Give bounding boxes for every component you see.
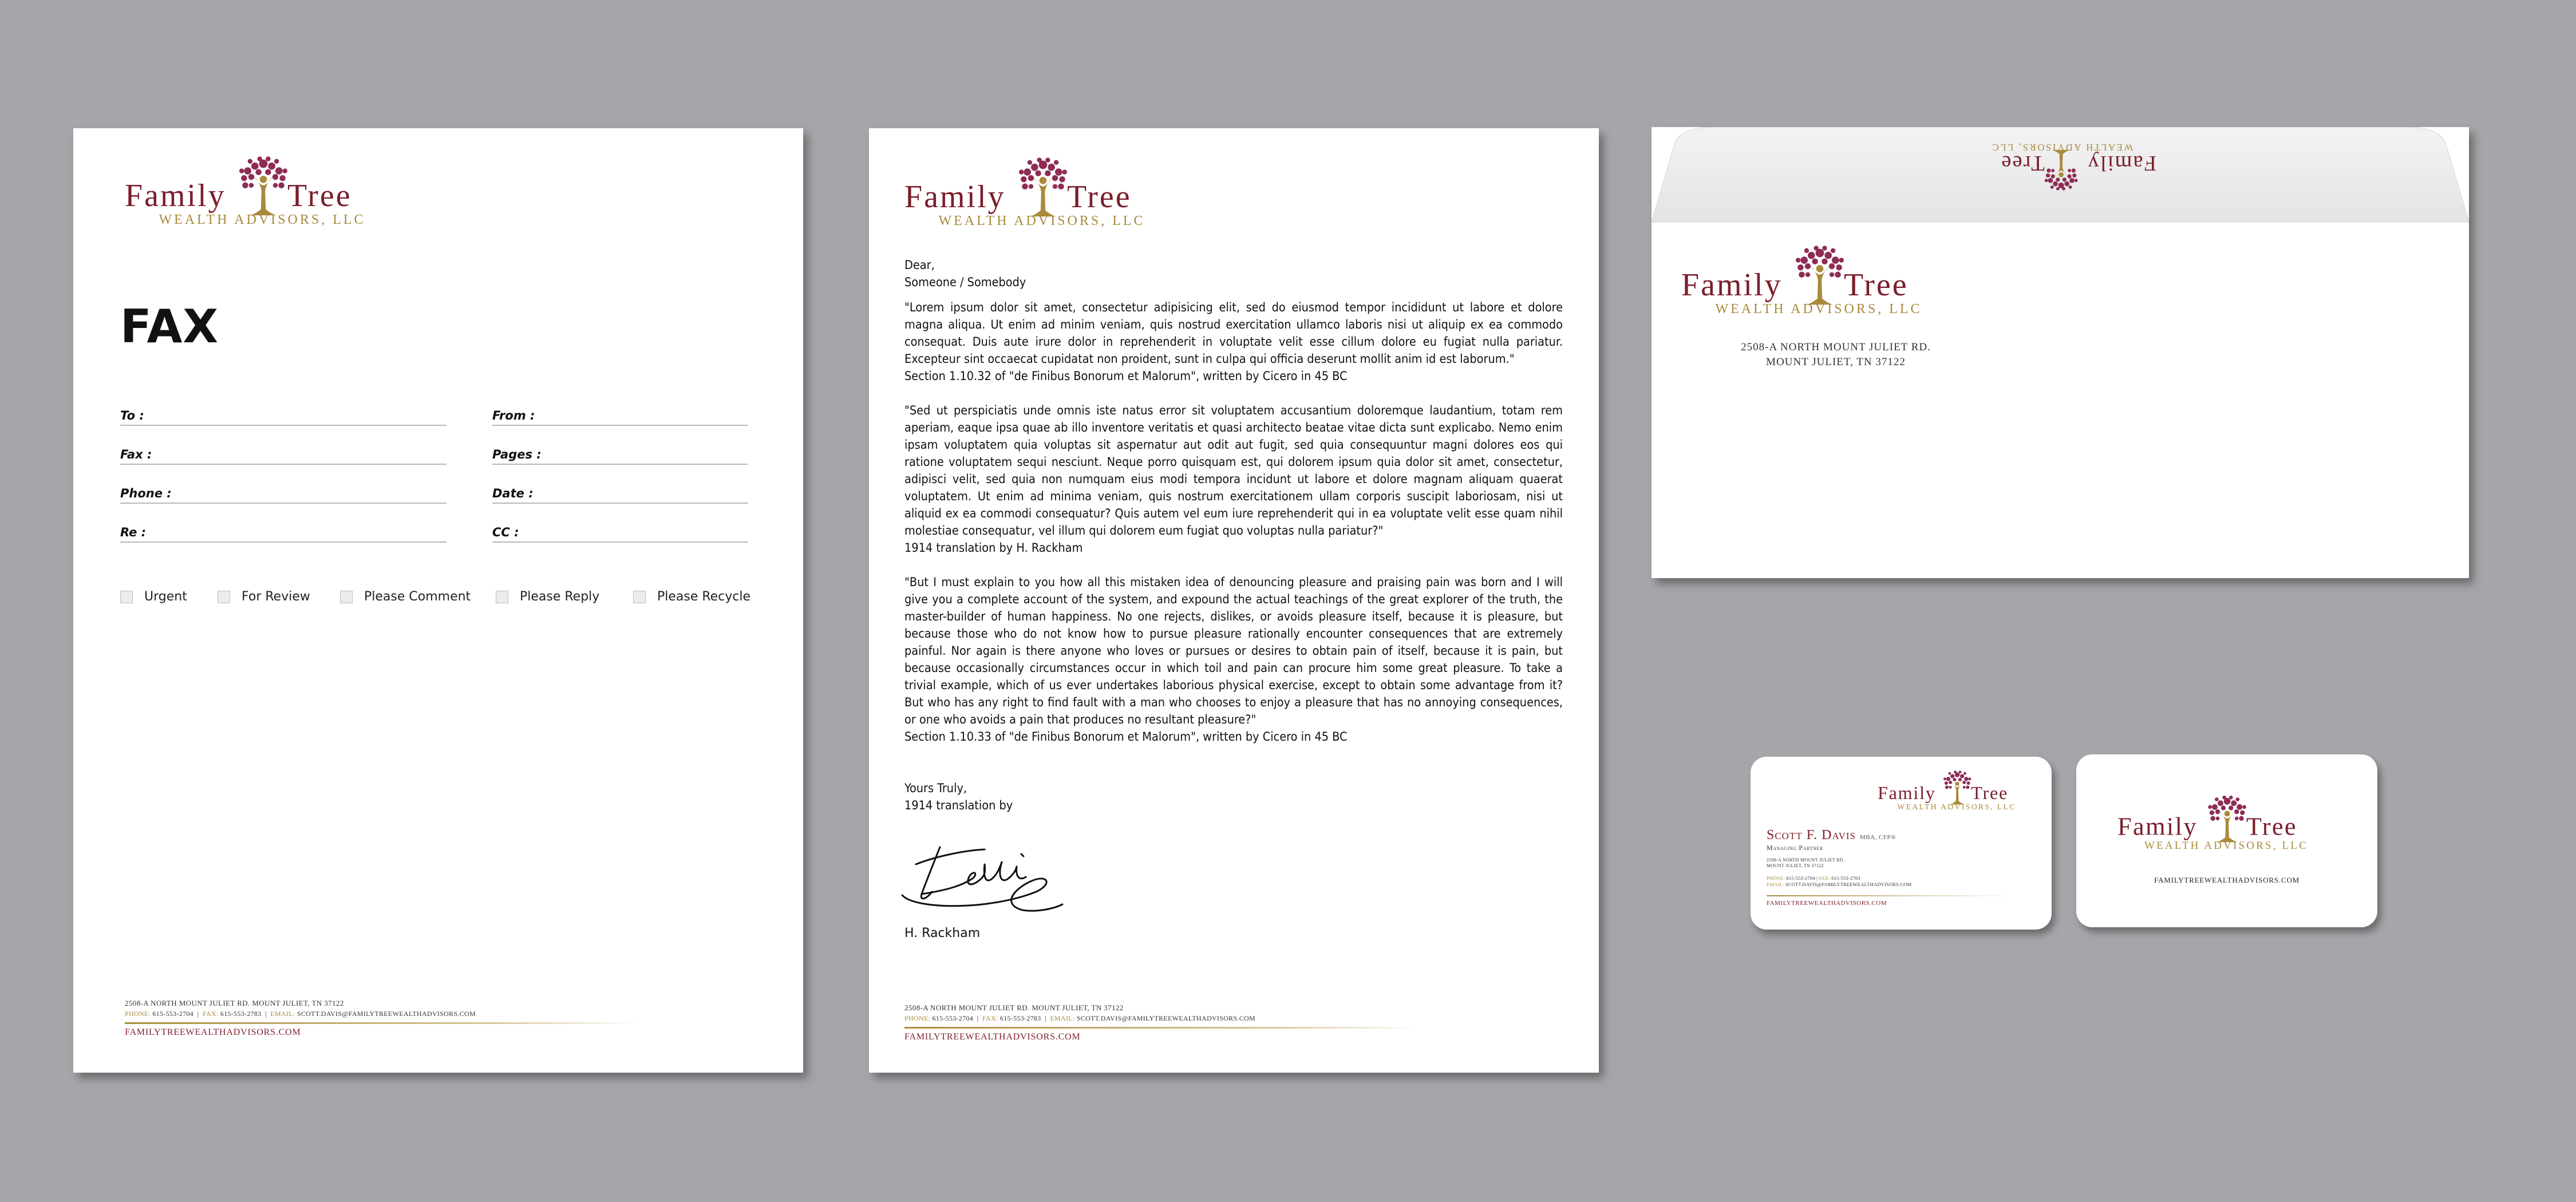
footer-address: 2508-A NORTH MOUNT JULIET RD. MOUNT JULIET, TN 37122 — [904, 1003, 1124, 1012]
card-phone: 615-553-2704 — [1786, 875, 1815, 881]
card-address-line2: MOUNT JULIET, TN 37122 — [1767, 863, 1824, 868]
card-phone-label: PHONE: — [1767, 875, 1785, 881]
closing: Yours Truly, — [904, 781, 967, 796]
card-title: Managing Partner — [1767, 844, 1823, 852]
card-fax-label: FAX: — [1819, 875, 1830, 881]
closing-line2: 1914 translation by — [904, 798, 1013, 813]
company-logo — [2117, 792, 2335, 851]
card-person-name — [1767, 828, 1896, 843]
footer-website: FAMILYTREEWEALTHADVISORS.COM — [904, 1032, 1081, 1042]
letter-footer — [904, 1003, 1420, 1042]
footer-divider — [125, 1022, 640, 1024]
checkbox-label: For Review — [242, 590, 310, 604]
fax-field-date[interactable] — [492, 485, 748, 504]
checkbox-box[interactable] — [633, 591, 646, 603]
brand-tagline: Wealth Advisors, LLC — [1990, 141, 2134, 153]
card-back-website: FAMILYTREEWEALTHADVISORS.COM — [2154, 876, 2300, 884]
footer-divider — [904, 1027, 1420, 1029]
brand-tagline: Wealth Advisors, LLC — [159, 212, 366, 227]
fax-value: 615-553-2783 — [999, 1014, 1041, 1022]
return-address-line1: 2508-A NORTH MOUNT JULIET RD. — [1741, 341, 1931, 353]
checkbox-box[interactable] — [218, 591, 230, 603]
brand-tagline: Wealth Advisors, LLC — [2144, 840, 2308, 852]
tree-icon — [1681, 242, 1956, 316]
letterhead-sheet — [869, 128, 1599, 1073]
tree-icon — [904, 153, 1179, 228]
tree-icon — [1967, 142, 2156, 193]
brand-tagline: Wealth Advisors, LLC — [1897, 802, 2016, 811]
checkbox-for-review[interactable] — [218, 590, 310, 604]
checkbox-label: Please Reply — [520, 590, 600, 604]
email-value: SCOTT.DAVIS@FAMILYTREEWEALTHADVISORS.COM — [1076, 1014, 1255, 1022]
checkbox-label: Please Comment — [364, 590, 471, 604]
fax-field-label: From : — [492, 409, 535, 422]
fax-field-from[interactable] — [492, 408, 748, 426]
checkbox-label: Urgent — [144, 590, 187, 604]
business-card-front — [1751, 757, 2052, 930]
card-email: SCOTT.DAVIS@FAMILYTREEWEALTHADVISORS.COM — [1785, 881, 1912, 887]
paragraph-source: Section 1.10.32 of "de Finibus Bonorum et Malorum", written by Cicero in 45 BC — [904, 369, 1348, 383]
checkbox-box[interactable] — [120, 591, 133, 603]
company-logo — [1681, 242, 1956, 316]
letter-paragraph: "But I must explain to you how all this mistaken idea of denouncing pleasure and praising pain was born and I will give you a complete account of the system, and expound the actual teachings of the great explorer of the truth, the master-builder of human happiness. No one rejects, dislikes, or avoids pleasure itself, because it is pleasure, but because those who do not know how to pursue pleasure rationally encounter consequences that are extremely painful. Nor again is there anyone who loves or pursues or desires to obtain pain of itself, because it is pain, but because occasionally circumstances occur in which toil and pain can procure him some great pleasure. To take a trivial example, which of us ever undertakes laborious physical exercise, except to obtain some advantage from it? But who has any right to find fault with a man who chooses to enjoy a pleasure that has no annoying consequences, or one who avoids a pain that produces no resultant pleasure?" — [904, 575, 1563, 727]
checkbox-please-comment[interactable] — [340, 590, 471, 604]
fax-label: FAX: — [982, 1014, 998, 1022]
fax-field-re[interactable] — [120, 524, 447, 543]
brand-name-word1: Family — [1878, 782, 1936, 804]
phone-value: 615-553-2704 — [152, 1010, 194, 1018]
signer-name: H. Rackham — [904, 926, 981, 940]
checkbox-box[interactable] — [340, 591, 353, 603]
fax-field-label: Date : — [492, 487, 534, 500]
fax-field-pages[interactable] — [492, 446, 748, 465]
phone-value: 615-553-2704 — [932, 1014, 974, 1022]
fax-field-to[interactable] — [120, 408, 447, 426]
brand-name-word1: Family — [904, 179, 1006, 215]
email-label: EMAIL: — [1050, 1014, 1075, 1022]
card-name-text: Scott F. Davis — [1767, 828, 1856, 843]
card-divider — [1767, 895, 2013, 896]
brand-name-word2: Tree — [2000, 151, 2045, 176]
fax-field-cc[interactable] — [492, 524, 748, 543]
business-card-back — [2076, 754, 2377, 927]
checkbox-label: Please Recycle — [657, 590, 751, 604]
flap-logo — [1967, 142, 2156, 193]
checkbox-please-recycle[interactable] — [633, 590, 750, 604]
fax-field-phone[interactable] — [120, 485, 447, 504]
fax-cover-sheet — [73, 128, 803, 1073]
fax-field-label: Fax : — [120, 448, 152, 461]
card-address — [1767, 857, 1844, 869]
signature-image — [899, 824, 1065, 922]
footer-contact: PHONE: 615-553-2704 | FAX: 615-553-2783 | EMAIL: SCOTT.DAVIS@FAMILYTREEWEALTHADVISORS.COM — [125, 1010, 476, 1018]
letter-body — [904, 257, 1563, 814]
envelope — [1652, 127, 2469, 578]
fax-field-label: Phone : — [120, 487, 172, 500]
card-fax: 615-553-2783 — [1831, 875, 1860, 881]
card-contact: PHONE: 615-553-2704 | FAX: 615-553-2783 EMAIL: SCOTT.DAVIS@FAMILYTREEWEALTHADVISORS.COM — [1767, 875, 1912, 887]
company-logo — [904, 153, 1179, 228]
fax-value: 615-553-2783 — [220, 1010, 262, 1018]
return-address-line2: MOUNT JULIET, TN 37122 — [1766, 356, 1906, 368]
company-logo — [125, 152, 400, 227]
fax-label: FAX: — [202, 1010, 219, 1018]
email-value: SCOTT.DAVIS@FAMILYTREEWEALTHADVISORS.COM — [297, 1010, 476, 1018]
checkbox-urgent[interactable] — [120, 590, 187, 604]
signature — [899, 824, 1065, 924]
brand-tagline: Wealth Advisors, LLC — [1715, 302, 1922, 317]
company-logo — [1878, 768, 2036, 811]
paragraph-source: 1914 translation by H. Rackham — [904, 541, 1083, 555]
footer-website: FAMILYTREEWEALTHADVISORS.COM — [125, 1027, 301, 1037]
brand-name-word2: Tree — [1971, 782, 2009, 804]
tree-icon — [1878, 768, 2036, 811]
fax-field-label: CC : — [492, 525, 519, 539]
letter-paragraph: "Lorem ipsum dolor sit amet, consectetur adipisicing elit, sed do eiusmod tempor incididunt ut labore et dolore magna aliqua. Ut enim ad minim veniam, quis nostrud exercitation ullamco laboris nisi ut aliquip ex ea commodo consequat. Duis aute irure dolor in reprehenderit in voluptate velit esse cillum dolore eu fugiat nulla pariatur. Excepteur sint occaecat cupidatat non proident, sunt in culpa qui officia deserunt mollit anim id est laborum." — [904, 300, 1563, 366]
brand-name-word1: Family — [2087, 151, 2156, 176]
paragraph-source: Section 1.10.33 of "de Finibus Bonorum et Malorum", written by Cicero in 45 BC — [904, 730, 1348, 744]
card-email-label: EMAIL: — [1767, 881, 1784, 887]
salutation: Dear, — [904, 258, 935, 272]
fax-field-label: To : — [120, 409, 144, 422]
footer-address: 2508-A NORTH MOUNT JULIET RD. MOUNT JULIET, TN 37122 — [125, 999, 344, 1007]
card-address-line1: 2508-A NORTH MOUNT JULIET RD. — [1767, 857, 1845, 863]
brand-name-word2: Tree — [1844, 267, 1909, 303]
phone-label: PHONE: — [125, 1010, 151, 1018]
card-website: FAMILYTREEWEALTHADVISORS.COM — [1767, 900, 1887, 907]
recipient: Someone / Somebody — [904, 275, 1026, 290]
fax-field-label: Re : — [120, 525, 147, 539]
email-label: EMAIL: — [270, 1010, 295, 1018]
brand-name-word2: Tree — [1067, 179, 1132, 215]
checkbox-box[interactable] — [496, 591, 508, 603]
brand-name-word2: Tree — [2246, 812, 2297, 841]
return-address — [1727, 340, 1945, 370]
brand-name-word1: Family — [2117, 812, 2198, 841]
tree-icon — [2117, 792, 2335, 851]
fax-field-label: Pages : — [492, 448, 542, 461]
checkbox-please-reply[interactable] — [496, 590, 599, 604]
tree-icon — [125, 152, 400, 227]
brand-name-word1: Family — [125, 178, 226, 213]
footer-contact: PHONE: 615-553-2704 | FAX: 615-553-2783 | EMAIL: SCOTT.DAVIS@FAMILYTREEWEALTHADVISORS.COM — [904, 1014, 1255, 1022]
letter-paragraph: "Sed ut perspiciatis unde omnis iste natus error sit voluptatem accusantium doloremque laudantium, totam rem aperiam, eaque ipsa quae ab illo inventore veritatis et quasi architecto beatae vitae dicta sunt explicabo. Nemo enim ipsam voluptatem quia voluptas sit aspernatur aut odit aut fugit, sed quia consequuntur magni dolores eos qui ratione voluptatem sequi nesciunt. Neque porro quisquam est, qui dolorem ipsum quia dolor sit amet, consectetur, adipisci velit, sed quia non numquam eius modi tempora incidunt ut labore et dolore magnam aliquam quaerat voluptatem. Ut enim ad minima veniam, quis nostrum exercitationem ullam corporis suscipit laboriosam, nisi ut aliquid ex ea commodi consequatur? Quis autem vel eum iure reprehenderit qui in ea voluptate velit esse quam nihil molestiae consequatur, vel illum qui dolorem eum fugiat quo voluptas nulla pariatur?" — [904, 404, 1563, 538]
brand-name-word2: Tree — [287, 178, 352, 213]
fax-field-fax[interactable] — [120, 446, 447, 465]
fax-footer — [125, 998, 640, 1038]
brand-tagline: Wealth Advisors, LLC — [938, 213, 1145, 228]
card-credentials: MBA, CFP® — [1859, 834, 1896, 841]
brand-name-word1: Family — [1681, 267, 1783, 303]
phone-label: PHONE: — [904, 1014, 931, 1022]
fax-title: FAX — [120, 300, 219, 353]
